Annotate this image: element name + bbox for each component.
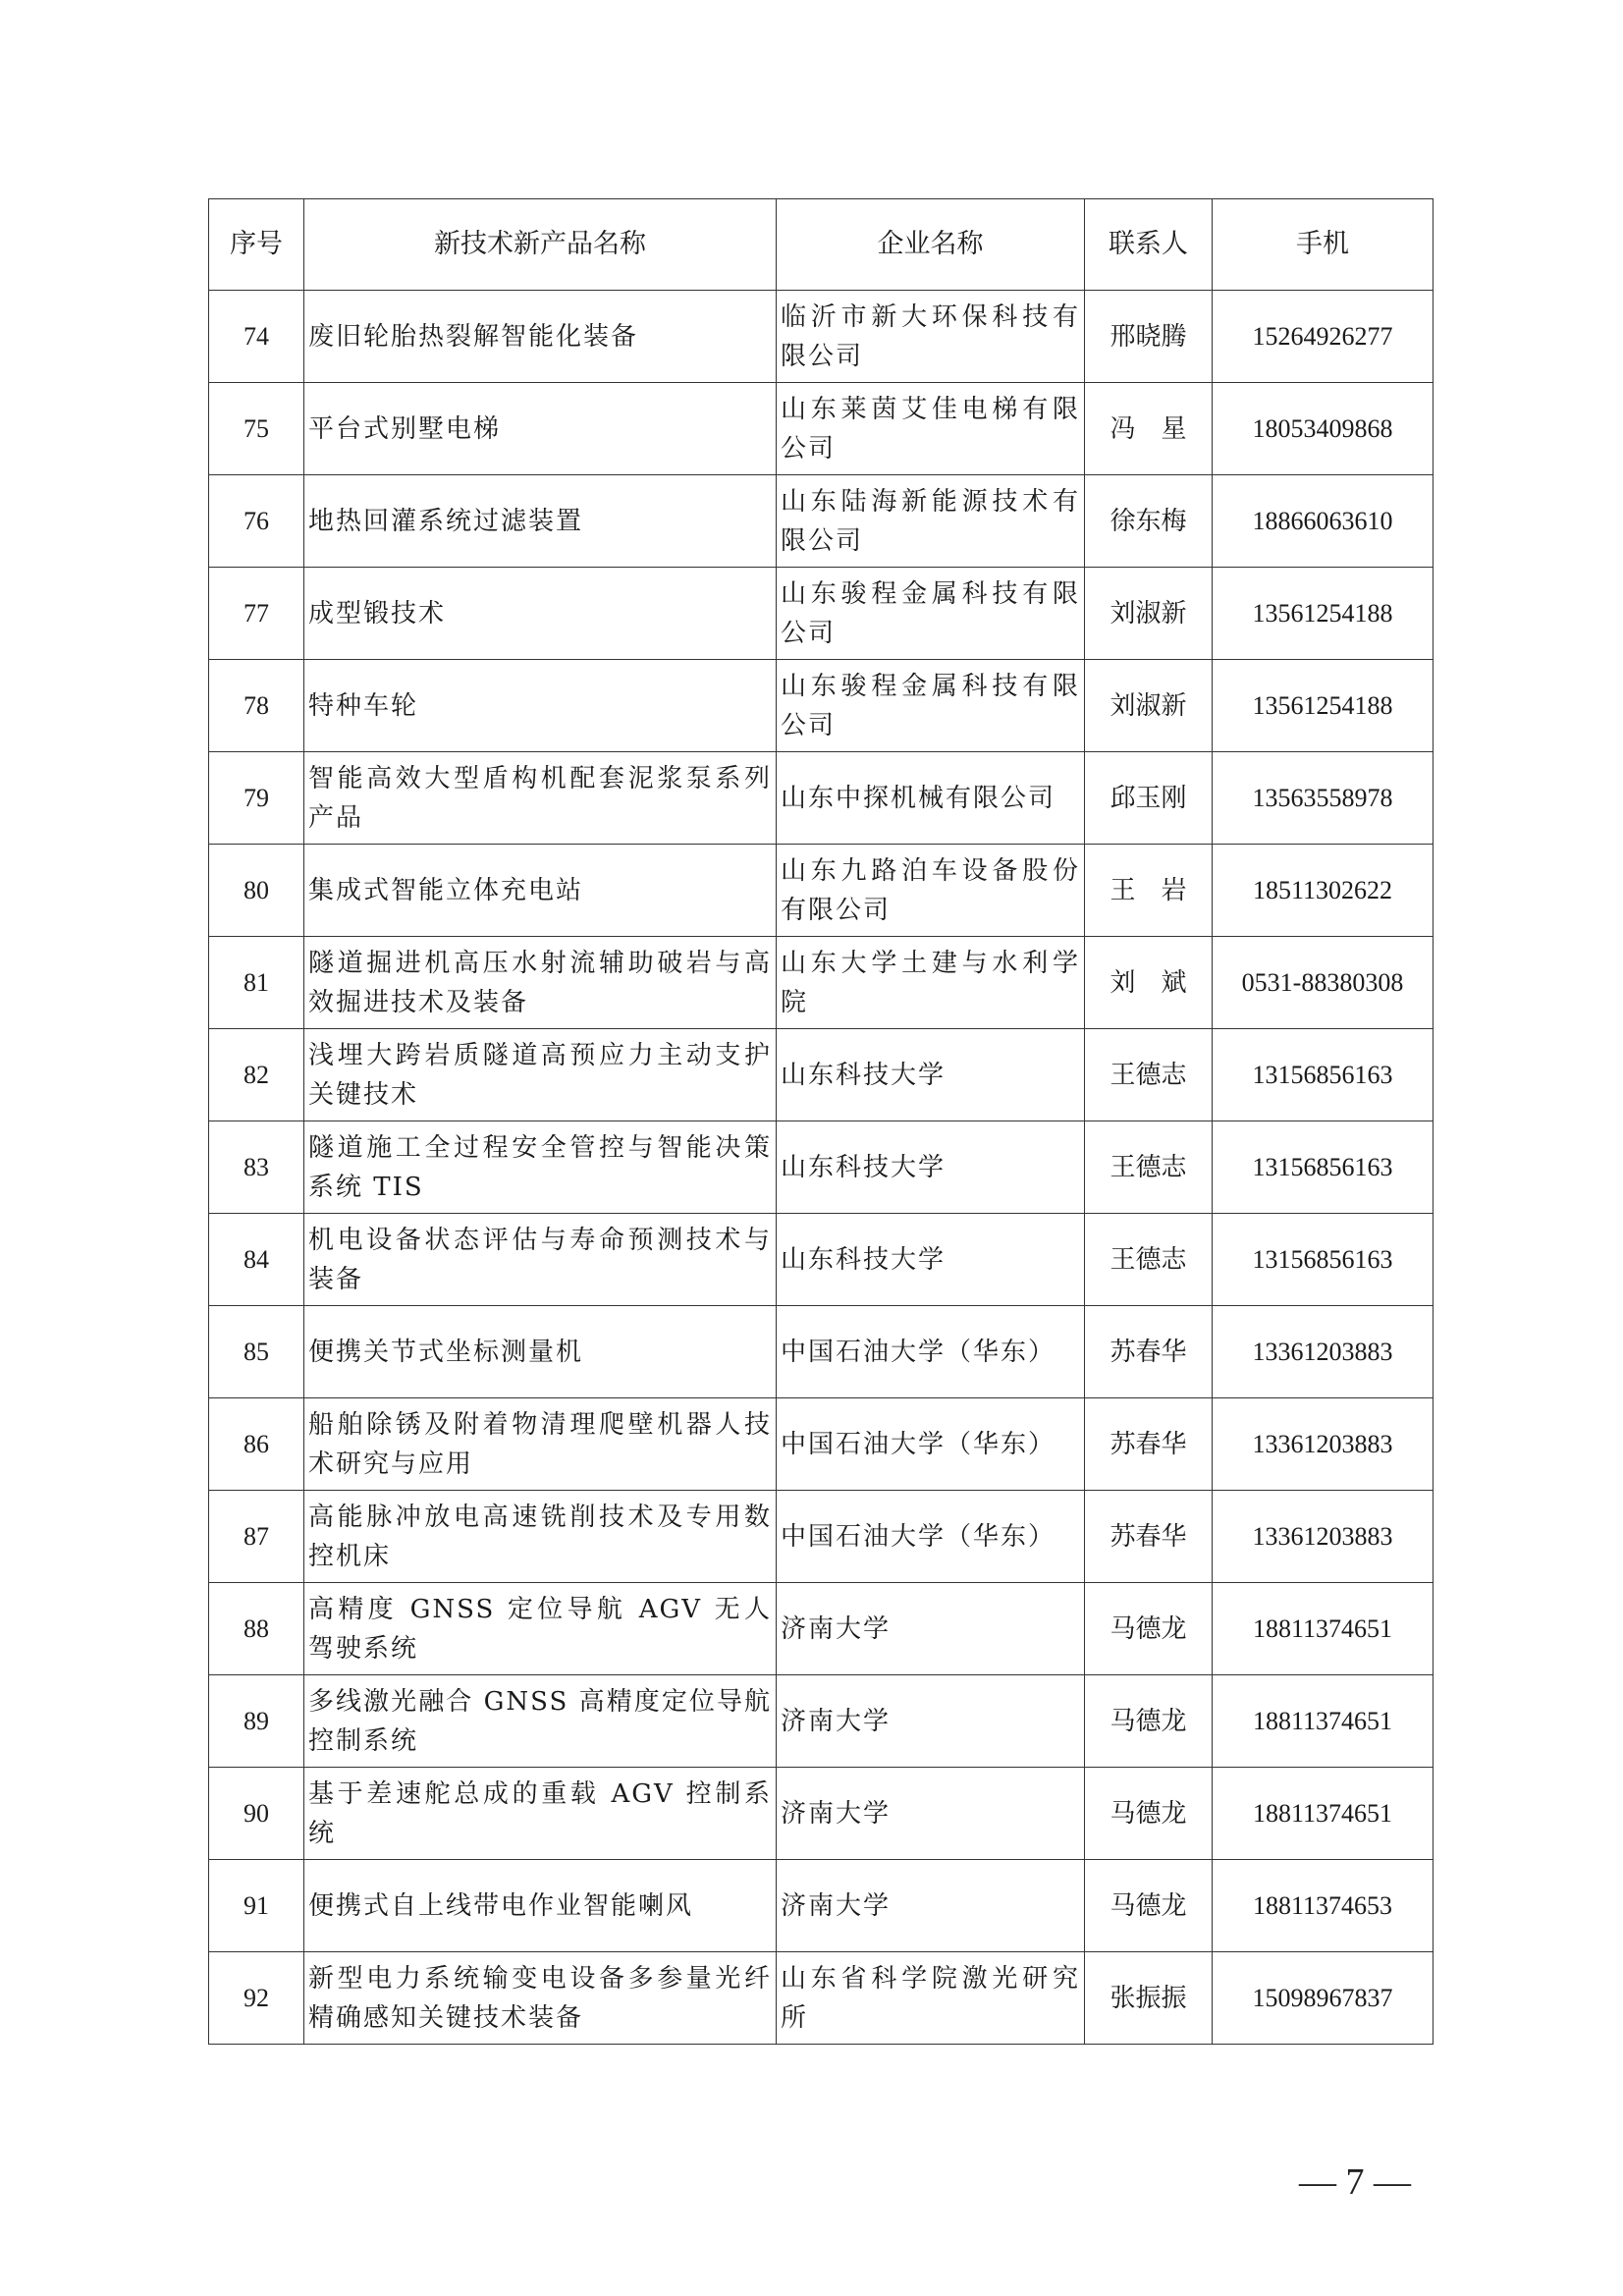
company-name: 山东科技大学	[777, 1214, 1085, 1306]
product-name: 智能高效大型盾构机配套泥浆泵系列产品	[304, 752, 777, 845]
product-name: 废旧轮胎热裂解智能化装备	[304, 291, 777, 383]
table-row	[209, 1398, 1434, 1491]
company-name: 济南大学	[777, 1860, 1085, 1952]
row-number: 89	[209, 1675, 304, 1768]
row-number: 84	[209, 1214, 304, 1306]
header-phone: 手机	[1213, 199, 1434, 291]
company-name: 济南大学	[777, 1768, 1085, 1860]
table-row	[209, 1675, 1434, 1768]
phone-number: 13361203883	[1213, 1398, 1434, 1491]
company-name: 山东大学土建与水利学院	[777, 937, 1085, 1029]
table-row	[209, 1306, 1434, 1398]
table-row	[209, 291, 1434, 383]
row-number: 90	[209, 1768, 304, 1860]
table-row	[209, 1860, 1434, 1952]
company-name: 山东骏程金属科技有限公司	[777, 568, 1085, 660]
row-number: 86	[209, 1398, 304, 1491]
table-row	[209, 845, 1434, 937]
phone-number: 18511302622	[1213, 845, 1434, 937]
table-row	[209, 1214, 1434, 1306]
product-name: 隧道掘进机高压水射流辅助破岩与高效掘进技术及装备	[304, 937, 777, 1029]
phone-number: 13561254188	[1213, 568, 1434, 660]
contact-person: 王 岩	[1085, 845, 1213, 937]
contact-person: 王德志	[1085, 1029, 1213, 1121]
product-name: 高精度 GNSS 定位导航 AGV 无人驾驶系统	[304, 1583, 777, 1675]
header-contact: 联系人	[1085, 199, 1213, 291]
phone-number: 13156856163	[1213, 1029, 1434, 1121]
company-name: 中国石油大学（华东）	[777, 1398, 1085, 1491]
contact-person: 苏春华	[1085, 1306, 1213, 1398]
row-number: 87	[209, 1491, 304, 1583]
header-no: 序号	[209, 199, 304, 291]
contact-person: 邢晓腾	[1085, 291, 1213, 383]
contact-person: 徐东梅	[1085, 475, 1213, 568]
table-row	[209, 1029, 1434, 1121]
row-number: 85	[209, 1306, 304, 1398]
row-number: 74	[209, 291, 304, 383]
company-name: 临沂市新大环保科技有限公司	[777, 291, 1085, 383]
phone-number: 13156856163	[1213, 1214, 1434, 1306]
table-row	[209, 568, 1434, 660]
table-row	[209, 1952, 1434, 2045]
row-number: 80	[209, 845, 304, 937]
product-name: 地热回灌系统过滤装置	[304, 475, 777, 568]
company-name: 山东九路泊车设备股份有限公司	[777, 845, 1085, 937]
row-number: 92	[209, 1952, 304, 2045]
row-number: 82	[209, 1029, 304, 1121]
company-name: 山东莱茵艾佳电梯有限公司	[777, 383, 1085, 475]
product-name: 平台式别墅电梯	[304, 383, 777, 475]
product-name: 船舶除锈及附着物清理爬壁机器人技术研究与应用	[304, 1398, 777, 1491]
product-name: 成型锻技术	[304, 568, 777, 660]
table-row	[209, 1768, 1434, 1860]
table-row	[209, 1491, 1434, 1583]
table-row	[209, 1583, 1434, 1675]
product-name: 特种车轮	[304, 660, 777, 752]
product-name: 浅埋大跨岩质隧道高预应力主动支护关键技术	[304, 1029, 777, 1121]
phone-number: 0531-88380308	[1213, 937, 1434, 1029]
contact-person: 张振振	[1085, 1952, 1213, 2045]
phone-number: 18811374651	[1213, 1583, 1434, 1675]
table-header-row	[209, 199, 1434, 291]
contact-person: 马德龙	[1085, 1768, 1213, 1860]
contact-person: 冯 星	[1085, 383, 1213, 475]
company-name: 济南大学	[777, 1583, 1085, 1675]
table-row	[209, 1121, 1434, 1214]
phone-number: 15098967837	[1213, 1952, 1434, 2045]
header-product: 新技术新产品名称	[304, 199, 777, 291]
contact-person: 刘淑新	[1085, 660, 1213, 752]
company-name: 山东陆海新能源技术有限公司	[777, 475, 1085, 568]
product-name: 机电设备状态评估与寿命预测技术与装备	[304, 1214, 777, 1306]
row-number: 75	[209, 383, 304, 475]
row-number: 77	[209, 568, 304, 660]
table-body	[209, 291, 1434, 2045]
product-name: 隧道施工全过程安全管控与智能决策系统 TIS	[304, 1121, 777, 1214]
header-company: 企业名称	[777, 199, 1085, 291]
company-name: 山东科技大学	[777, 1029, 1085, 1121]
phone-number: 13561254188	[1213, 660, 1434, 752]
row-number: 83	[209, 1121, 304, 1214]
company-name: 山东骏程金属科技有限公司	[777, 660, 1085, 752]
contact-person: 马德龙	[1085, 1860, 1213, 1952]
product-name: 高能脉冲放电高速铣削技术及专用数控机床	[304, 1491, 777, 1583]
table-row	[209, 937, 1434, 1029]
row-number: 76	[209, 475, 304, 568]
table-row	[209, 475, 1434, 568]
page-number: — 7 —	[1299, 2161, 1411, 2203]
row-number: 91	[209, 1860, 304, 1952]
company-name: 山东中探机械有限公司	[777, 752, 1085, 845]
contact-person: 马德龙	[1085, 1583, 1213, 1675]
phone-number: 13361203883	[1213, 1491, 1434, 1583]
phone-number: 13361203883	[1213, 1306, 1434, 1398]
contact-person: 苏春华	[1085, 1491, 1213, 1583]
phone-number: 18866063610	[1213, 475, 1434, 568]
phone-number: 18053409868	[1213, 383, 1434, 475]
contact-person: 王德志	[1085, 1121, 1213, 1214]
row-number: 81	[209, 937, 304, 1029]
row-number: 79	[209, 752, 304, 845]
product-name: 集成式智能立体充电站	[304, 845, 777, 937]
row-number: 88	[209, 1583, 304, 1675]
product-name: 多线激光融合 GNSS 高精度定位导航控制系统	[304, 1675, 777, 1768]
phone-number: 18811374653	[1213, 1860, 1434, 1952]
company-name: 中国石油大学（华东）	[777, 1491, 1085, 1583]
company-name: 济南大学	[777, 1675, 1085, 1768]
product-name: 基于差速舵总成的重载 AGV 控制系统	[304, 1768, 777, 1860]
product-name: 新型电力系统输变电设备多参量光纤精确感知关键技术装备	[304, 1952, 777, 2045]
contact-person: 邱玉刚	[1085, 752, 1213, 845]
table-row	[209, 660, 1434, 752]
phone-number: 18811374651	[1213, 1675, 1434, 1768]
phone-number: 13563558978	[1213, 752, 1434, 845]
phone-number: 13156856163	[1213, 1121, 1434, 1214]
technology-product-table	[208, 198, 1434, 2045]
product-name: 便携式自上线带电作业智能喇风	[304, 1860, 777, 1952]
row-number: 78	[209, 660, 304, 752]
company-name: 山东省科学院激光研究所	[777, 1952, 1085, 2045]
contact-person: 马德龙	[1085, 1675, 1213, 1768]
table-row	[209, 383, 1434, 475]
contact-person: 刘淑新	[1085, 568, 1213, 660]
contact-person: 王德志	[1085, 1214, 1213, 1306]
contact-person: 苏春华	[1085, 1398, 1213, 1491]
contact-person: 刘 斌	[1085, 937, 1213, 1029]
company-name: 山东科技大学	[777, 1121, 1085, 1214]
phone-number: 15264926277	[1213, 291, 1434, 383]
table-row	[209, 752, 1434, 845]
phone-number: 18811374651	[1213, 1768, 1434, 1860]
product-name: 便携关节式坐标测量机	[304, 1306, 777, 1398]
company-name: 中国石油大学（华东）	[777, 1306, 1085, 1398]
